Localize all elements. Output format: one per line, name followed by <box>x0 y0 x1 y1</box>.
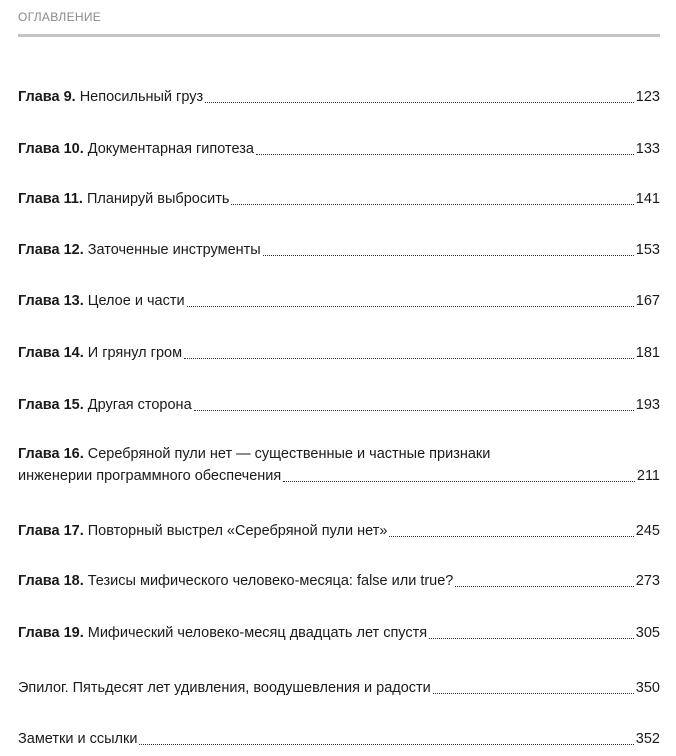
dot-leader <box>184 357 634 359</box>
toc-entry-chapter-14[interactable] <box>18 342 660 364</box>
page-number: 141 <box>635 191 660 207</box>
toc-entry-epilogue[interactable] <box>18 677 660 699</box>
page-number: 352 <box>635 731 660 747</box>
entry-title: Заметки и ссылки <box>18 731 138 747</box>
chapter-title: Тезисы мифического человеко-месяца: false или true? <box>87 573 454 589</box>
chapter-title: Другая сторона <box>87 397 192 413</box>
chapter-title: Документарная гипотеза <box>87 141 254 157</box>
page-number: 153 <box>635 242 660 258</box>
dot-leader <box>256 153 634 155</box>
chapter-label: Глава 18. <box>18 573 84 589</box>
chapter-label: Глава 13. <box>18 293 84 309</box>
toc-entry-chapter-16[interactable] <box>18 443 660 487</box>
chapter-label: Глава 17. <box>18 523 84 539</box>
toc-entry-chapter-10[interactable] <box>18 138 660 160</box>
dot-leader <box>429 637 634 639</box>
toc-entry-notes[interactable] <box>18 728 660 750</box>
page-number: 211 <box>636 468 660 484</box>
page-number: 133 <box>635 141 660 157</box>
toc-header: ОГЛАВЛЕНИЕ <box>18 10 102 24</box>
toc-entry-chapter-15[interactable] <box>18 394 660 416</box>
toc-entry-chapter-12[interactable] <box>18 239 660 261</box>
chapter-label: Глава 9. <box>18 89 76 105</box>
page-number: 123 <box>635 89 660 105</box>
dot-leader <box>455 585 633 587</box>
chapter-title: Планируй выбросить <box>86 191 230 207</box>
chapter-title: И грянул гром <box>87 345 183 361</box>
toc-entry-chapter-18[interactable] <box>18 570 660 592</box>
dot-leader <box>187 305 634 307</box>
chapter-title: Повторный выстрел «Серебряной пули нет» <box>87 523 388 539</box>
chapter-title: Серебряной пули нет — существенные и частные признаки <box>87 446 491 462</box>
page-number: 193 <box>635 397 660 413</box>
page-number: 305 <box>635 625 660 641</box>
dot-leader <box>139 743 633 745</box>
chapter-title-continued: инженерии программного обеспечения <box>18 468 282 484</box>
dot-leader <box>205 101 634 103</box>
chapter-label: Глава 14. <box>18 345 84 361</box>
dot-leader <box>283 480 635 482</box>
chapter-title: Непосильный груз <box>79 89 204 105</box>
toc-entry-chapter-13[interactable] <box>18 290 660 312</box>
toc-entry-chapter-11[interactable] <box>18 188 660 210</box>
chapter-title: Мифический человеко-месяц двадцать лет спустя <box>87 625 428 641</box>
page-number: 181 <box>635 345 660 361</box>
header-rule <box>18 34 660 37</box>
chapter-label: Глава 15. <box>18 397 84 413</box>
chapter-label: Глава 12. <box>18 242 84 258</box>
toc-entry-chapter-17[interactable] <box>18 520 660 542</box>
chapter-title: Заточенные инструменты <box>87 242 261 258</box>
chapter-label: Глава 11. <box>18 191 83 207</box>
chapter-label: Глава 19. <box>18 625 84 641</box>
dot-leader <box>231 203 633 205</box>
entry-title: Эпилог. Пятьдесят лет удивления, воодушевления и радости <box>18 680 431 696</box>
page-number: 273 <box>635 573 660 589</box>
page-number: 245 <box>635 523 660 539</box>
toc-entry-chapter-19[interactable] <box>18 622 660 644</box>
dot-leader <box>433 692 634 694</box>
chapter-title: Целое и части <box>87 293 185 309</box>
dot-leader <box>389 535 633 537</box>
dot-leader <box>263 254 634 256</box>
toc-entry-chapter-9[interactable] <box>18 86 660 108</box>
page-number: 350 <box>635 680 660 696</box>
chapter-label: Глава 10. <box>18 141 84 157</box>
chapter-label: Глава 16. <box>18 446 84 462</box>
dot-leader <box>194 409 634 411</box>
page-number: 167 <box>635 293 660 309</box>
